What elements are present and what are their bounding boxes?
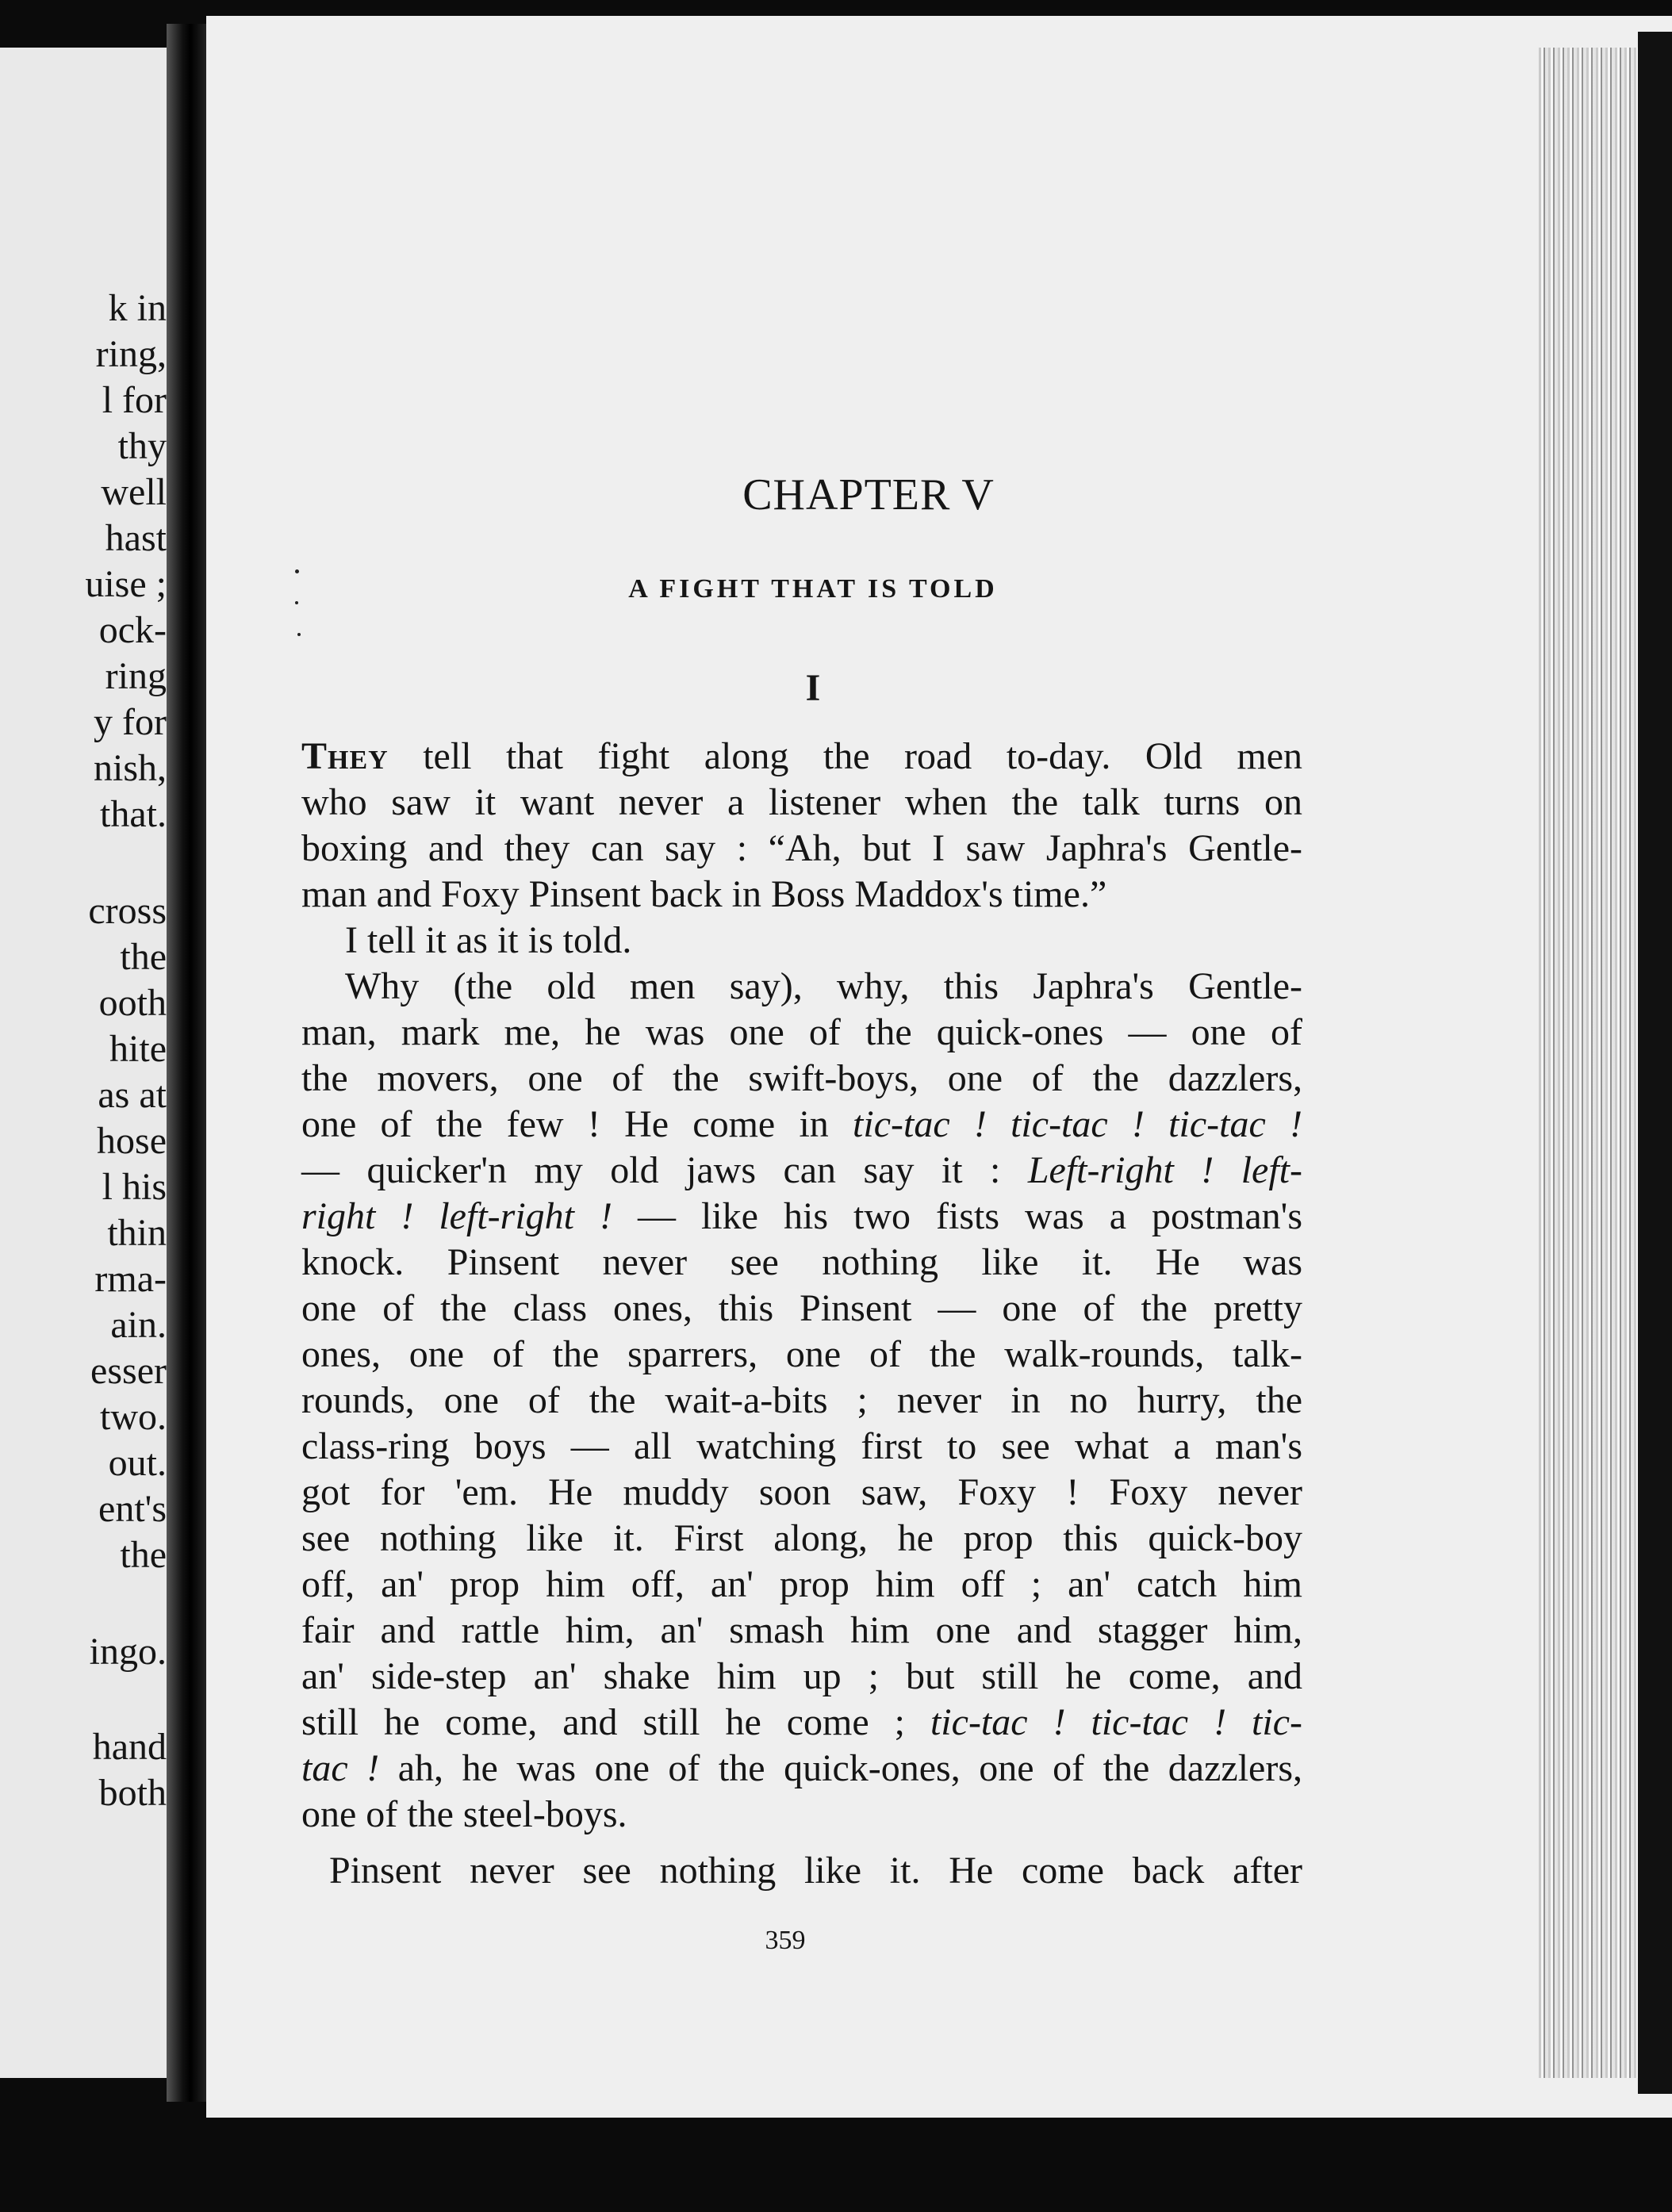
scan-speck: [297, 633, 301, 636]
left-page-line: ooth: [98, 982, 167, 1024]
left-page-line: k in: [108, 287, 167, 329]
italic-text: right ! left-right !: [301, 1195, 612, 1237]
body-text: still he come, and still he come ;: [301, 1701, 930, 1743]
left-page-line: cross: [88, 890, 167, 932]
body-text: ah, he was one of the quick-ones, one of the dazzlers,: [379, 1747, 1303, 1789]
left-page-line: as at: [98, 1074, 167, 1116]
body-line: fair and rattle him, an' smash him one and stagger him,: [301, 1609, 1302, 1651]
body-line: Pinsent never see nothing like it. He come back after: [329, 1850, 1302, 1892]
body-line: man and Foxy Pinsent back in Boss Maddox's time.”: [301, 873, 1107, 915]
body-line: got for 'em. He muddy soon saw, Foxy ! Foxy never: [301, 1471, 1302, 1513]
left-page-line: two.: [100, 1396, 167, 1438]
left-page-line: both: [98, 1772, 167, 1814]
body-line: one of the steel-boys.: [301, 1793, 627, 1835]
body-line: see nothing like it. First along, he prop this quick-boy: [301, 1517, 1302, 1559]
body-text: — like his two fists was a postman's: [612, 1195, 1303, 1237]
body-line: [301, 1194, 1302, 1240]
left-page-line: rma-: [94, 1258, 167, 1300]
left-page-line: thin: [107, 1212, 167, 1254]
page-number: 359: [765, 1926, 806, 1955]
body-line: [301, 1148, 1302, 1194]
italic-text: tic-tac ! tic-tac ! tic-tac !: [853, 1103, 1302, 1145]
left-page-line: hand: [92, 1726, 167, 1768]
body-line: boxing and they can say : “Ah, but I saw Japhra's Gentle-: [301, 827, 1302, 869]
body-line: [301, 734, 1302, 780]
chapter-subtitle: A FIGHT THAT IS TOLD: [628, 574, 998, 604]
scan-speck: [295, 601, 298, 604]
body-line: I tell it as it is told.: [345, 919, 632, 961]
left-page-line: the: [120, 936, 167, 978]
left-page-line: y for: [94, 701, 167, 743]
page-edges-shadow: [1638, 32, 1672, 2094]
body-line: the movers, one of the swift-boys, one of the dazzlers,: [301, 1057, 1302, 1099]
body-line: [301, 1102, 1302, 1148]
body-text: one of the few ! He come in: [301, 1103, 853, 1145]
page-edges: [1539, 48, 1638, 2078]
body-line: class-ring boys — all watching first to see what a man's: [301, 1425, 1302, 1467]
left-page-line: uise ;: [85, 563, 167, 605]
body-line: Why (the old men say), why, this Japhra's Gentle-: [345, 965, 1302, 1007]
left-page-line: esser: [90, 1350, 167, 1392]
body-line: man, mark me, he was one of the quick-ones — one of: [301, 1011, 1302, 1053]
left-page-line: thy: [117, 425, 167, 467]
left-page-line: out.: [108, 1442, 167, 1484]
left-page-line: ock-: [98, 609, 167, 651]
left-page-line: nish,: [93, 747, 167, 789]
left-page-line: well: [101, 471, 167, 513]
body-line: rounds, one of the wait-a-bits ; never in no hurry, the: [301, 1379, 1302, 1421]
scan-speck: [295, 569, 299, 573]
body-line: knock. Pinsent never see nothing like it. He was: [301, 1241, 1302, 1283]
italic-text: Left-right ! left-: [1027, 1149, 1302, 1191]
left-page-line: l his: [102, 1166, 167, 1208]
body-line: [301, 1700, 1302, 1746]
left-page-line: ingo.: [89, 1631, 167, 1673]
left-page-line: l for: [102, 379, 167, 421]
left-page-line: ain.: [110, 1304, 167, 1346]
left-page-line: the: [120, 1534, 167, 1576]
section-number: I: [805, 667, 821, 709]
body-line: who saw it want never a listener when the talk turns on: [301, 781, 1302, 823]
italic-text: tic-tac ! tic-tac ! tic-: [930, 1701, 1302, 1743]
left-page-line: ring: [105, 655, 167, 697]
left-page-line: that.: [100, 793, 167, 835]
body-line: an' side-step an' shake him up ; but still he come, and: [301, 1655, 1302, 1697]
left-page-line: hose: [97, 1120, 167, 1162]
italic-text: tac !: [301, 1747, 380, 1789]
left-page-line: ent's: [98, 1488, 167, 1530]
left-page-line: ring,: [95, 333, 167, 375]
body-text: — quicker'n my old jaws can say it :: [301, 1149, 1028, 1191]
body-text: tell that fight along the road to-day. Old men: [388, 735, 1302, 777]
drop-word: They: [301, 735, 389, 777]
body-line: ones, one of the sparrers, one of the walk-rounds, talk-: [301, 1333, 1302, 1375]
body-line: [301, 1746, 1302, 1792]
body-line: off, an' prop him off, an' prop him off ; an' catch him: [301, 1563, 1302, 1605]
book-gutter: [167, 24, 206, 2102]
chapter-title: CHAPTER V: [742, 470, 995, 519]
left-page-fragment: [0, 48, 167, 2078]
left-page-line: hast: [105, 517, 167, 559]
body-line: one of the class ones, this Pinsent — one of the pretty: [301, 1287, 1302, 1329]
left-page-line: hite: [109, 1028, 167, 1070]
